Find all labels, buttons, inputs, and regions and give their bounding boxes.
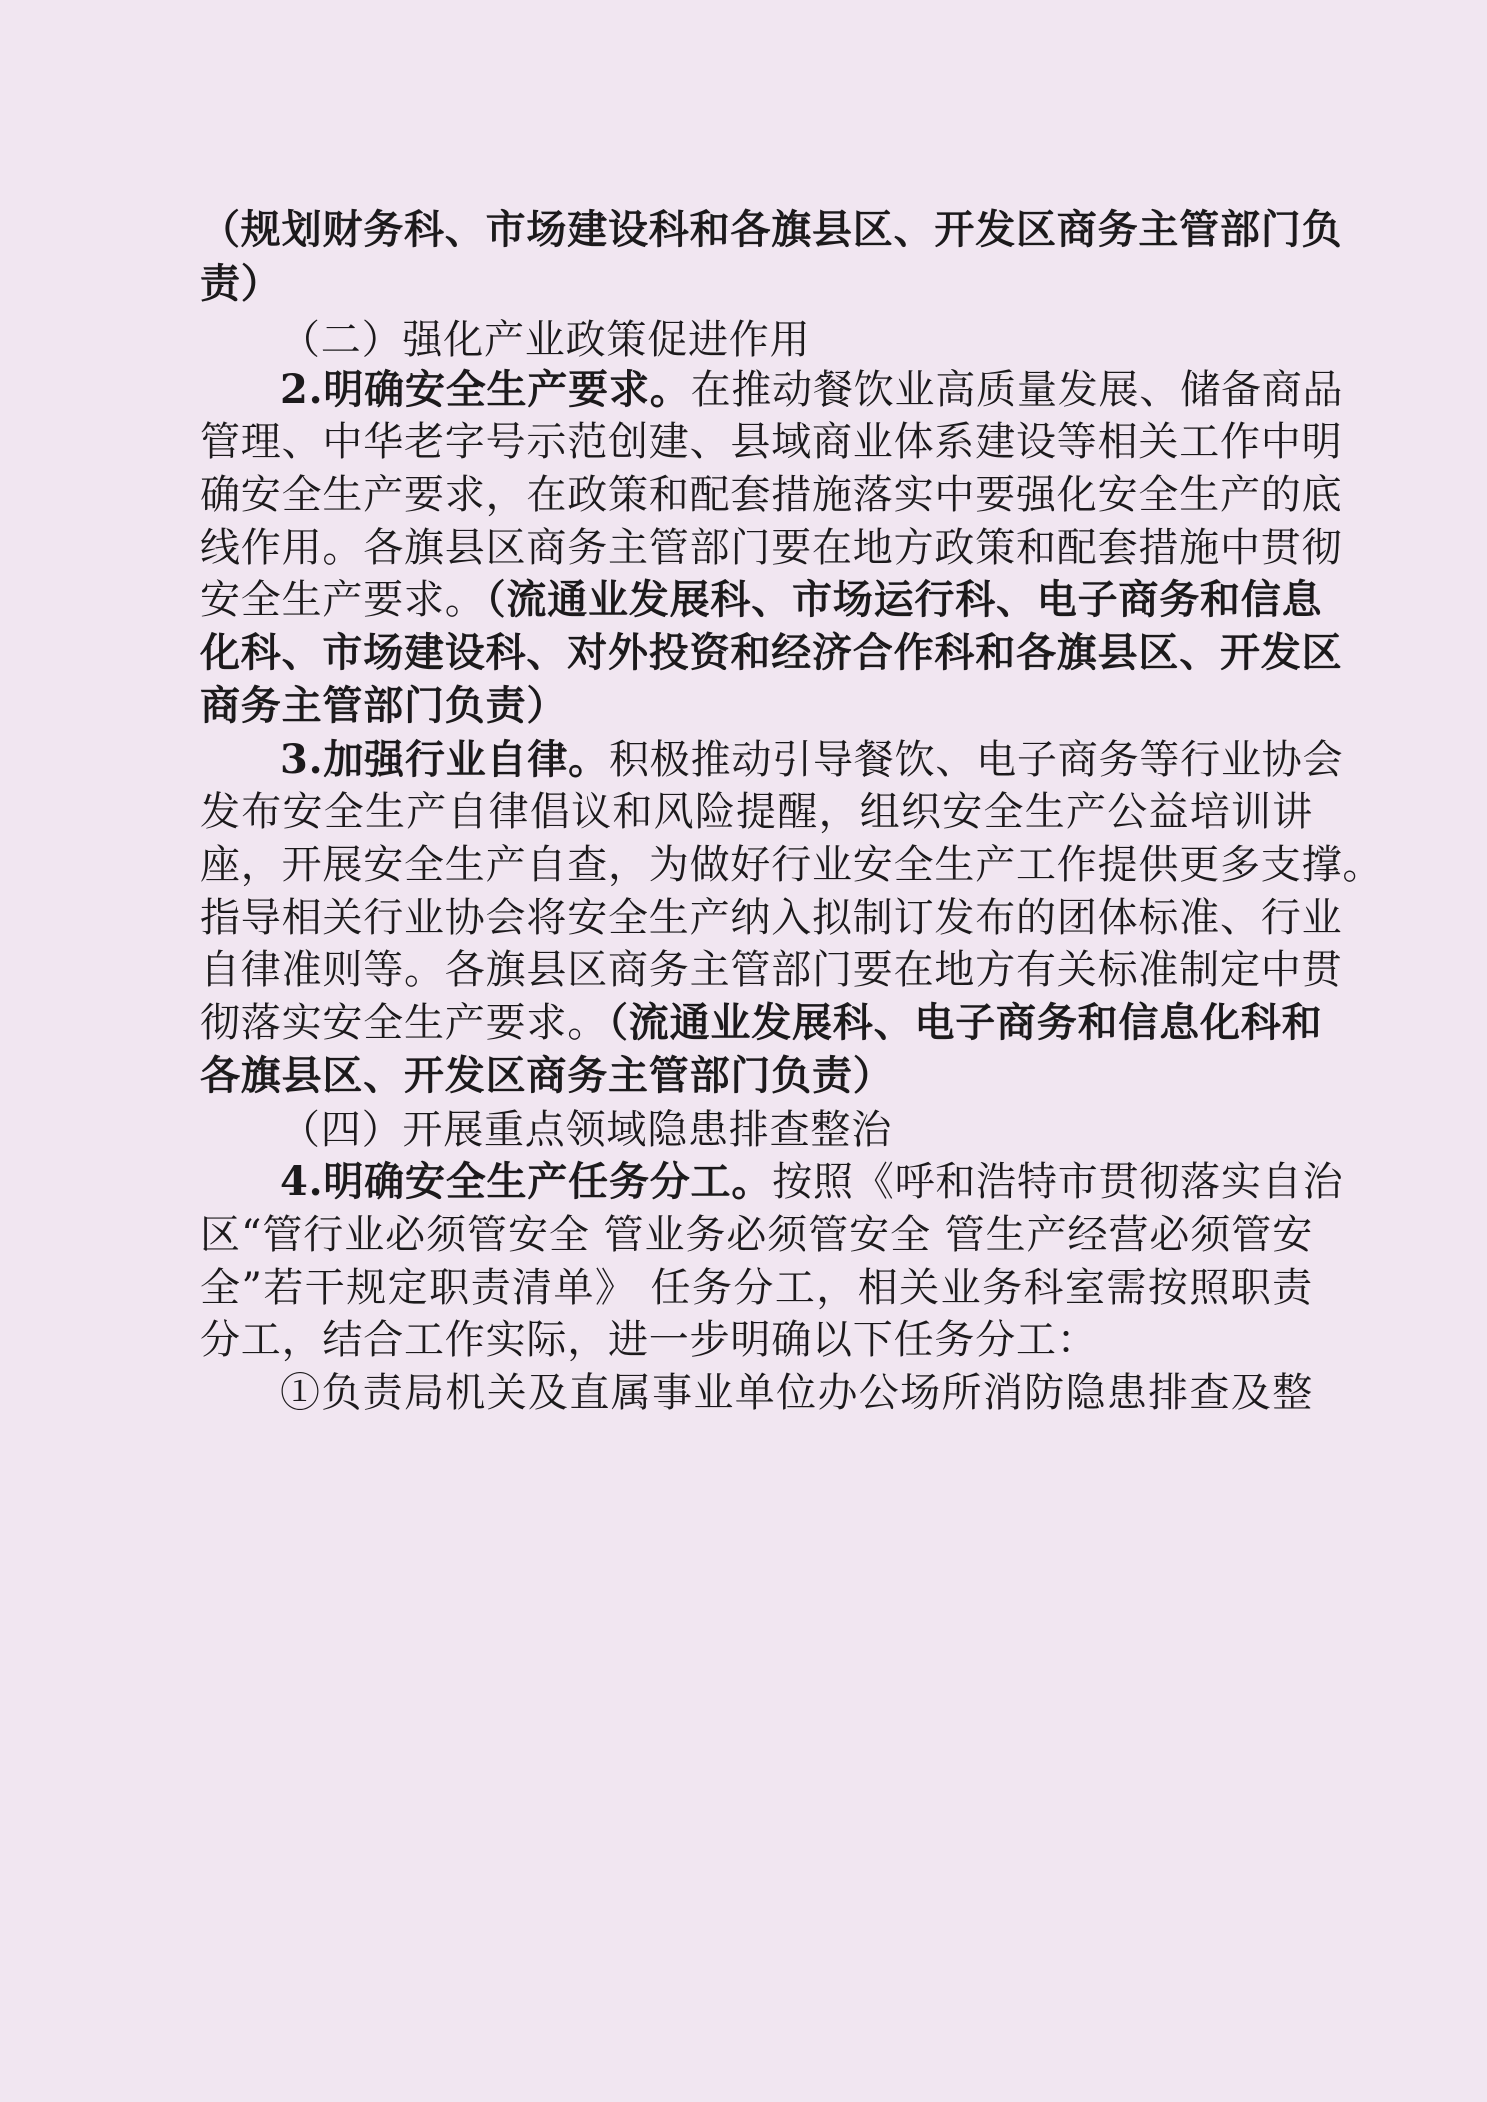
text-normal: 线作用。各旗县区商务主管部门要在地方政策和配套措施中贯彻 (200, 525, 1343, 571)
text-normal: 彻落实安全生产要求。 (200, 1000, 608, 1046)
paragraph-heading: 3.加强行业自律。 (280, 736, 609, 783)
text-bold: 各旗县区、开发区商务主管部门负责） (200, 1052, 894, 1099)
text-bold: 化科、市场建设科、对外投资和经济合作科和各旗县区、开发区 (200, 629, 1343, 676)
text-bold: 责） (200, 260, 282, 307)
text-bold: （规划财务科、市场建设科和各旗县区、开发区商务主管部门负 (200, 206, 1343, 253)
text-line (200, 888, 1343, 948)
text-line (200, 570, 1323, 630)
text-normal: 在推动餐饮业高质量发展、储备商品 (690, 367, 1344, 413)
text-normal: 区“管行业必须管安全 管业务必须管安全 管生产经营必须管安 (200, 1212, 1313, 1258)
text-line (200, 623, 1343, 683)
text-normal: 座，开展安全生产自查，为做好行业安全生产工作提供更多支撑。 (200, 842, 1384, 888)
text-line (200, 782, 1313, 842)
text-normal: 自律准则等。各旗县区商务主管部门要在地方有关标准制定中贯 (200, 947, 1343, 993)
text-line (200, 1258, 1313, 1318)
text-line (200, 1310, 1487, 1370)
paragraph-heading: 2.明确安全生产要求。 (280, 366, 691, 413)
section-heading-text: （四）开展重点领域隐患排查整治 (280, 1107, 892, 1153)
text-normal: 全”若干规定职责清单》 任务分工，相关业务科室需按照职责 (200, 1265, 1313, 1311)
text-normal: 指导相关行业协会将安全生产纳入拟制订发布的团体标准、行业 (200, 895, 1343, 941)
text-normal: 分工，结合工作实际，进一步明确以下任务分工： (200, 1317, 1098, 1363)
text-bold: 商务主管部门负责） (200, 682, 568, 729)
text-normal: 按照《呼和浩特市贯彻落实自治 (772, 1159, 1344, 1205)
text-line (200, 676, 1487, 736)
text-bold: （流通业发展科、电子商务和信息化科和 (608, 999, 1323, 1046)
paragraph-heading: 4.明确安全生产任务分工。 (280, 1158, 773, 1205)
text-line (200, 254, 1487, 314)
text-normal: 积极推动引导餐饮、电子商务等行业协会 (608, 737, 1344, 783)
text-line (200, 835, 1384, 895)
text-line (200, 518, 1343, 578)
text-line (280, 730, 1344, 790)
text-line (280, 1363, 1313, 1423)
text-normal: ①负责局机关及直属事业单位办公场所消防隐患排查及整 (280, 1370, 1313, 1416)
text-normal: 发布安全生产自律倡议和风险提醒，组织安全生产公益培训讲 (200, 789, 1313, 835)
text-normal: 管理、中华老字号示范创建、县域商业体系建设等相关工作中明 (200, 419, 1343, 465)
section-heading (280, 1100, 1487, 1160)
text-line (200, 200, 1343, 260)
text-normal: 安全生产要求。 (200, 577, 486, 623)
text-line (200, 465, 1343, 525)
text-line (280, 1152, 1344, 1212)
section-heading-text: （二）强化产业政策促进作用 (280, 317, 811, 363)
text-bold: （流通业发展科、市场运行科、电子商务和信息 (485, 576, 1323, 623)
text-line (200, 940, 1343, 1000)
text-line (280, 360, 1344, 420)
text-normal: 确安全生产要求，在政策和配套措施落实中要强化安全生产的底 (200, 472, 1343, 518)
text-line (200, 993, 1323, 1053)
text-line (200, 1205, 1313, 1265)
text-line (200, 412, 1343, 472)
text-line (200, 1046, 1487, 1106)
